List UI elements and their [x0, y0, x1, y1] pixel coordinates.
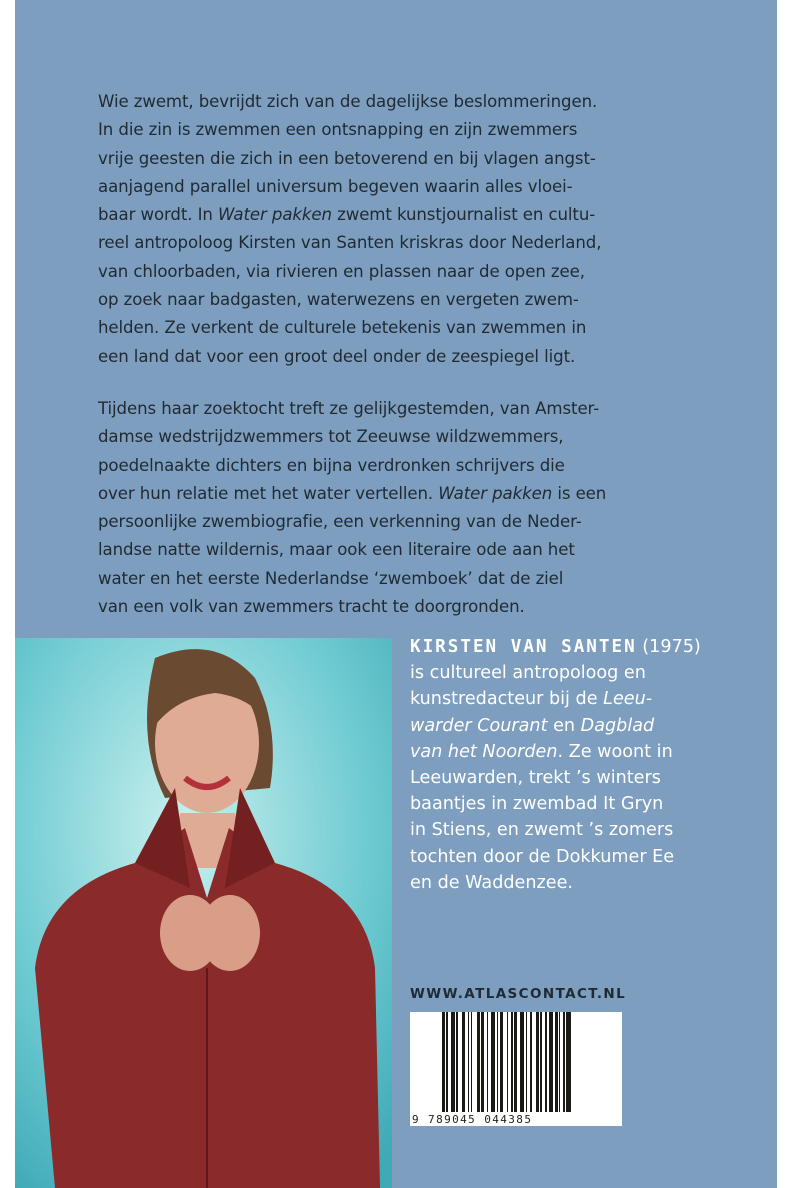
text-line	[98, 201, 738, 229]
text-line	[410, 844, 701, 870]
text-line	[98, 423, 738, 451]
text-segment: Wie zwemt, bevrijdt zich van de dagelijkse beslommeringen.	[98, 92, 598, 111]
text-line	[410, 686, 701, 712]
text-line	[410, 739, 701, 765]
text-line	[410, 870, 701, 896]
text-segment: aanjagend parallel universum begeven waarin alles vloei-	[98, 176, 573, 196]
text-line	[98, 395, 738, 423]
text-line	[410, 634, 701, 660]
text-segment: reel antropoloog Kirsten van Santen kriskras door Nederland,	[98, 233, 602, 253]
text-line	[98, 286, 738, 314]
text-line	[98, 508, 738, 536]
text-line	[98, 116, 738, 144]
text-segment: Tijdens haar zoektocht treft ze gelijkgestemden, van Amster-	[98, 399, 600, 418]
text-line	[98, 229, 738, 257]
text-line	[98, 258, 738, 286]
barcode	[410, 1012, 622, 1126]
italic-title: warder Courant	[410, 715, 548, 736]
text-line	[98, 343, 738, 371]
text-segment: helden. Ze verkent de culturele betekenis van zwemmen in	[98, 318, 587, 338]
text-line	[410, 765, 701, 791]
blurb-paragraph-2	[98, 395, 738, 621]
text-segment: van chloorbaden, via rivieren en plassen naar de open zee,	[98, 261, 585, 281]
barcode-bars	[442, 1012, 573, 1112]
text-line	[410, 660, 701, 686]
text-line	[98, 173, 738, 201]
text-segment: van een volk van zwemmers tracht te doorgronden.	[98, 597, 525, 617]
text-segment: tochten door de Dokkumer Ee	[410, 846, 675, 867]
text-segment: baantjes in zwembad It Gryn	[410, 794, 664, 815]
text-segment: water en het eerste Nederlandse ‘zwemboek’ dat de ziel	[98, 568, 564, 588]
barcode-bar	[571, 1012, 574, 1112]
text-segment: Leeuwarden, trekt ’s winters	[410, 768, 661, 789]
text-segment: baar wordt. In	[98, 205, 218, 225]
text-segment: poedelnaakte dichters en bijna verdronken schrijvers die	[98, 455, 565, 475]
italic-title: van het Noorden	[410, 741, 558, 762]
author-name: KIRSTEN VAN SANTEN	[410, 637, 637, 657]
text-segment: zwemt kunstjournalist en cultu-	[331, 205, 596, 225]
text-segment: op zoek naar badgasten, waterwezens en vergeten zwem-	[98, 290, 579, 310]
author-bio	[410, 634, 701, 896]
publisher-url[interactable]: WWW.ATLASCONTACT.NL	[410, 986, 627, 1002]
text-segment: landse natte wildernis, maar ook een literaire ode aan het	[98, 540, 575, 560]
text-line	[98, 593, 738, 621]
text-segment: is cultureel antropoloog en	[410, 663, 646, 684]
text-line	[98, 314, 738, 342]
back-cover	[15, 0, 777, 1188]
text-segment: damse wedstrijdzwemmers tot Zeeuwse wildzwemmers,	[98, 427, 564, 447]
text-segment: is een	[552, 483, 607, 503]
text-line	[98, 88, 738, 116]
text-line	[98, 536, 738, 564]
isbn-number: 9 789045 044385	[412, 1113, 533, 1126]
blurb-paragraph-1	[98, 88, 738, 371]
text-segment: (1975)	[636, 637, 701, 657]
author-photo	[15, 638, 392, 1188]
text-segment: kunstredacteur bij de	[410, 689, 604, 710]
italic-title: Leeu-	[603, 689, 653, 710]
italic-title: Dagblad	[580, 715, 655, 736]
italic-title: Water pakken	[218, 205, 332, 225]
italic-title: Water pakken	[438, 483, 553, 503]
text-line	[98, 145, 738, 173]
text-segment: en	[547, 715, 581, 736]
text-segment: In die zin is zwemmen een ontsnapping en zijn zwemmers	[98, 120, 578, 140]
text-segment: vrije geesten die zich in een betoverend en bij vlagen angst-	[98, 148, 596, 168]
text-segment: en de Waddenzee.	[410, 872, 573, 893]
text-segment: een land dat voor een groot deel onder de zeespiegel ligt.	[98, 346, 576, 366]
text-line	[98, 480, 738, 508]
text-segment: over hun relatie met het water vertellen.	[98, 483, 439, 503]
text-segment: . Ze woont in	[557, 741, 673, 762]
text-line	[410, 791, 701, 817]
text-line	[98, 452, 738, 480]
text-line	[98, 565, 738, 593]
text-segment: in Stiens, en zwemt ’s zomers	[410, 820, 674, 841]
text-line	[410, 817, 701, 843]
text-line	[410, 713, 701, 739]
text-segment: persoonlijke zwembiografie, een verkenning van de Neder-	[98, 512, 582, 532]
